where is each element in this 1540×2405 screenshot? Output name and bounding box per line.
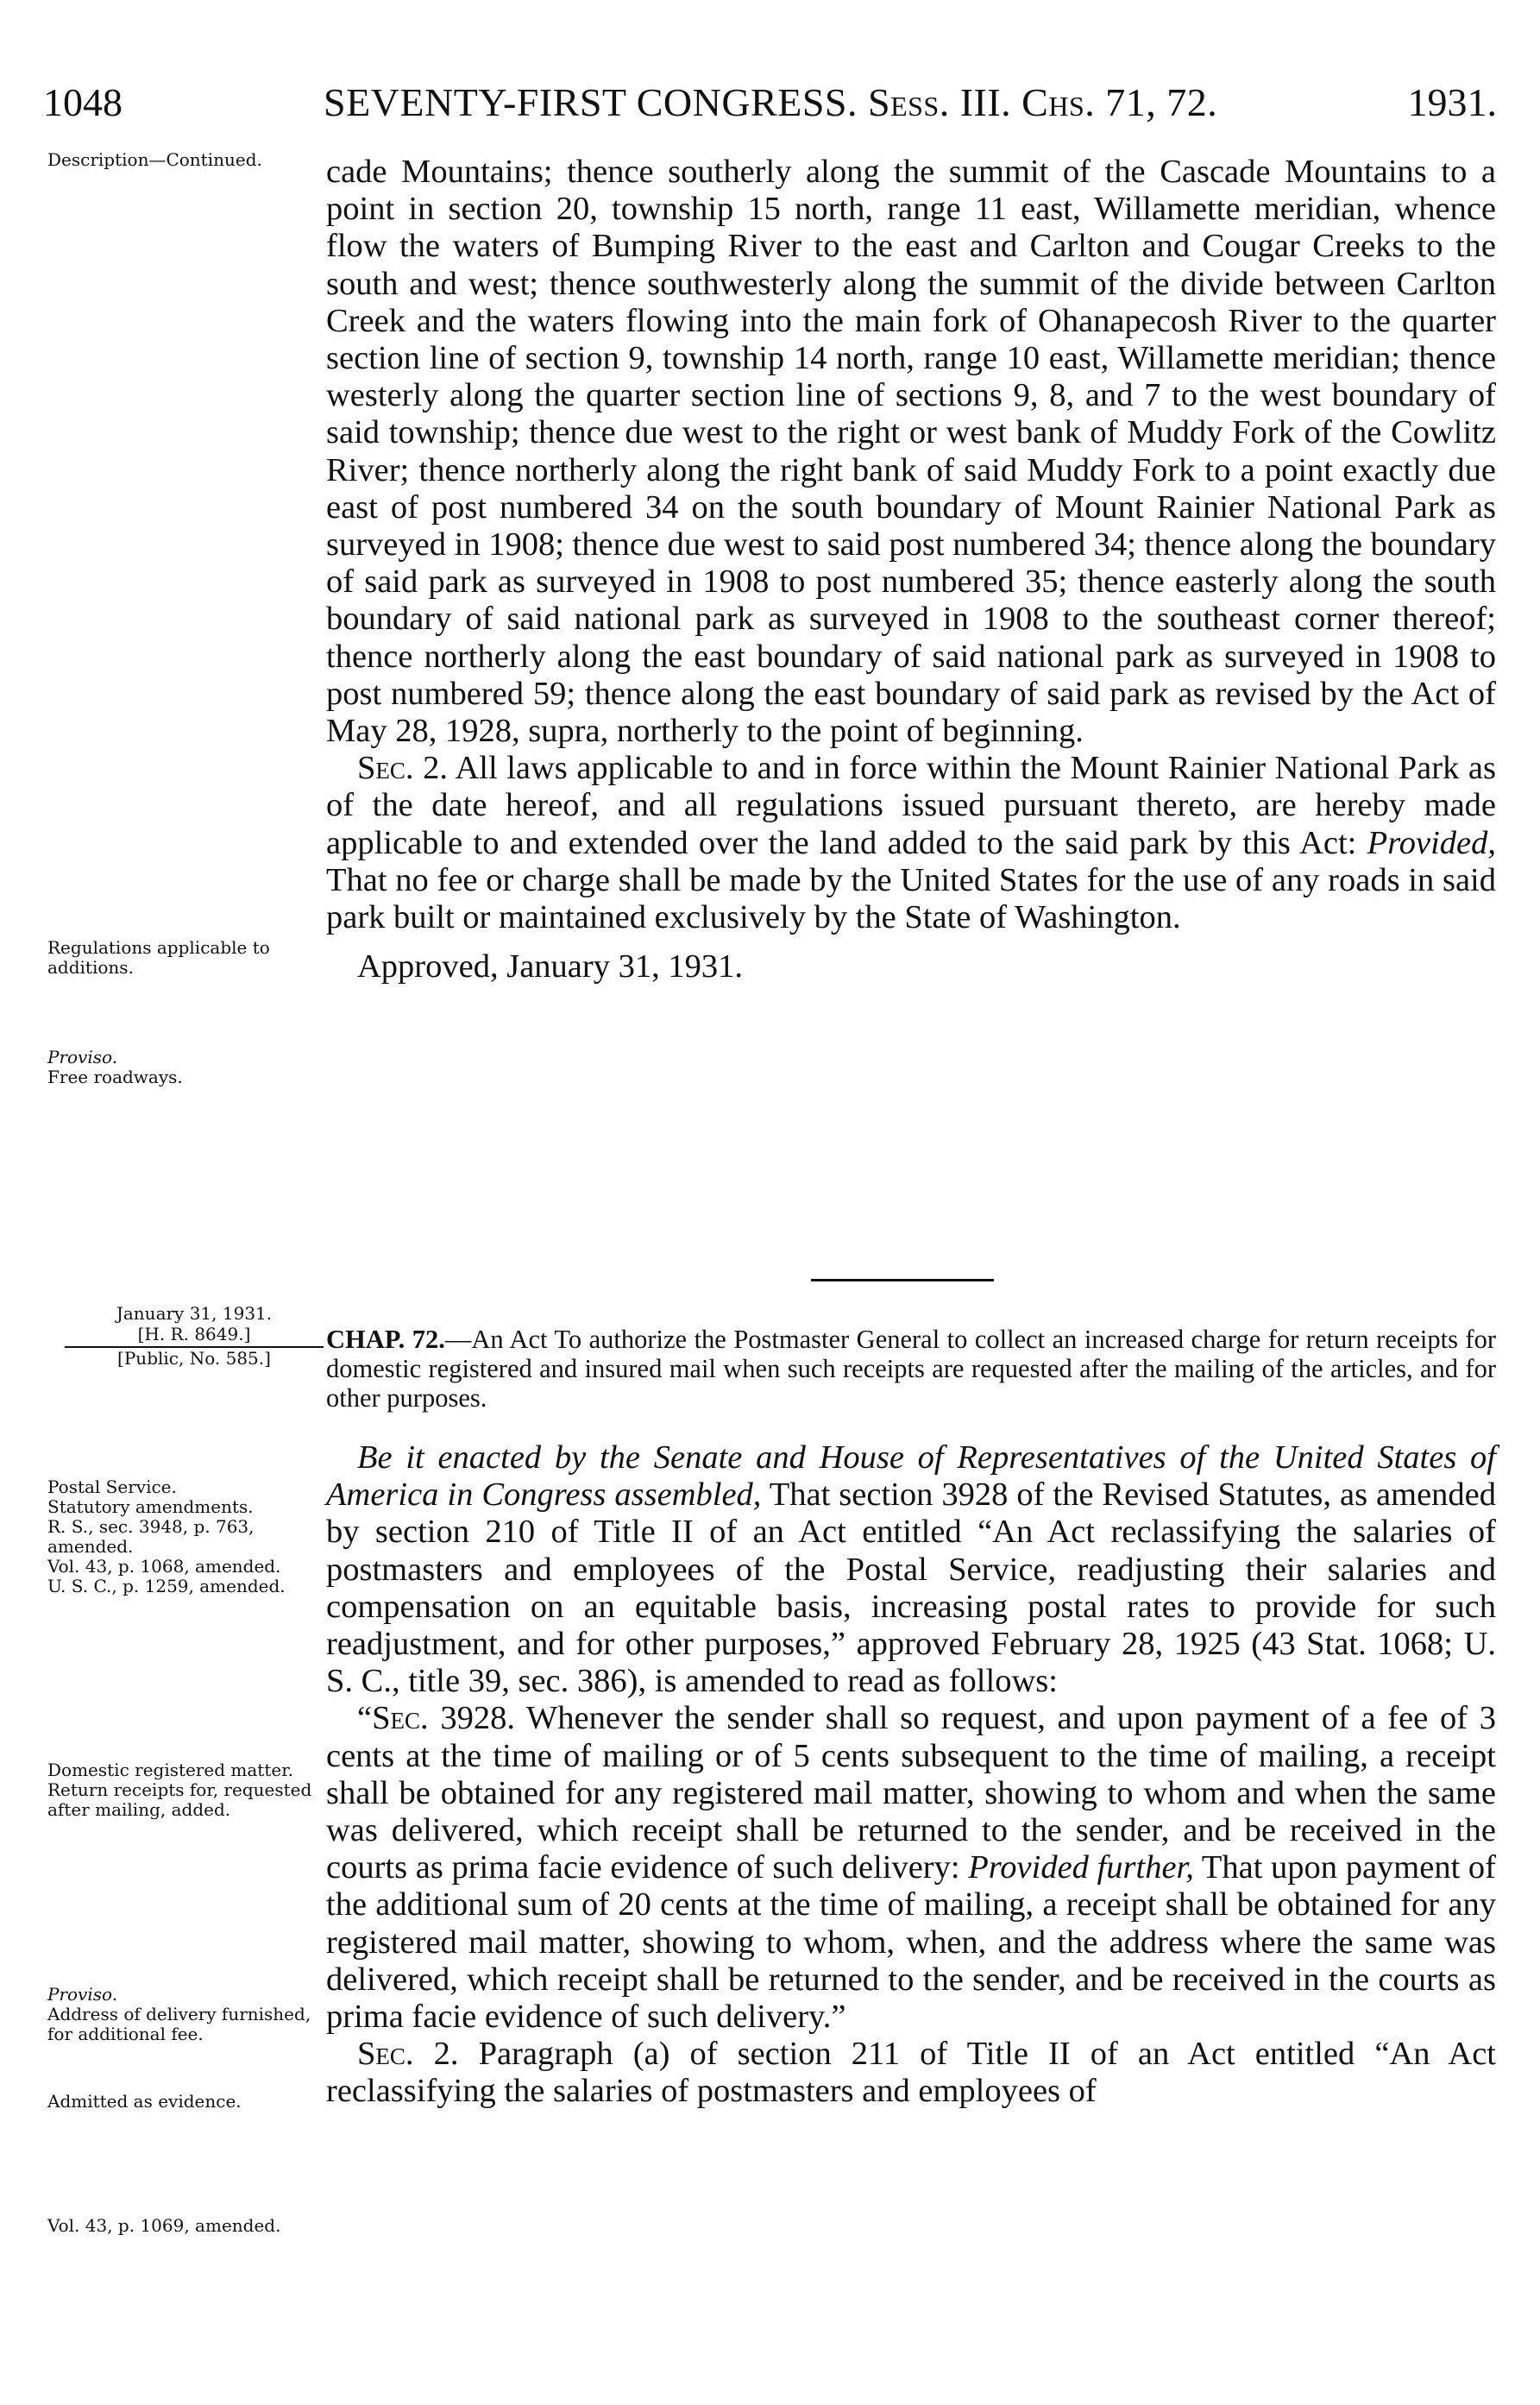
- provided-word: Provided,: [1367, 824, 1496, 861]
- sec-3928-paragraph: [326, 1700, 1496, 2036]
- approved-line: Approved, January 31, 1931.: [357, 948, 743, 985]
- chapter-72-label: CHAP. 72.: [326, 1325, 445, 1354]
- section-one-text: cade Mountains; thence southerly along the summit of the Cascade Mountains to a point in section 20, township 15 north, range 11 east, Willamette meridian, whence flow the waters of Bumping River to the east and Carlton and Cougar Creeks to the south and west; thence southwesterly along the summit of the divide between Carlton Creek and the waters flowing into the main fork of Ohanapecosh River to the quarter section line of section 9, township 14 north, range 10 east, Willamette meridian; thence westerly along the quarter section line of sections 9, 8, and 7 to the west boundary of said township; thence due west to the right or west bank of Muddy Fork of the Cowlitz River; thence northerly along the right bank of said Muddy Fork to a point exactly due east of post numbered 34 on the south boundary of Mount Rainier National Park as surveyed in 1908; thence due west to said post numbered 34; thence along the boundary of said park as surveyed in 1908 to post numbered 35; thence easterly along the south boundary of said national park as surveyed in 1908 to the southeast corner thereof; thence northerly along the east boundary of said national park as surveyed in 1908 to post numbered 59; thence along the east boundary of said park as revised by the Act of May 28, 1928, supra, northerly to the point of beginning.: [326, 154, 1496, 750]
- bill-number: [H. R. 8649.]: [137, 1324, 251, 1344]
- margin-note-regulations: Regulations applicable to additions.: [47, 937, 270, 978]
- rs-sec-label: R. S., sec. 3948, p. 763, amended.: [47, 1516, 255, 1557]
- margin-note-admitted: Admitted as evidence.: [47, 2091, 242, 2112]
- margin-note-description: Description—Continued.: [47, 149, 262, 170]
- proviso-label: Proviso.: [47, 1047, 118, 1067]
- margin-note-vol43-1069: Vol. 43, p. 1069, amended.: [47, 2215, 281, 2236]
- enacting-text: That section 3928 of the Revised Statutes, as amended by section 210 of Title II of an Act entitled “An Act reclassifying the salaries of postmasters and employees of the Postal Service, readjusting their salaries and compensation on an equitable basis, increasing postal rates to provide for such readjustment, and for other purposes,” approved February 28, 1925 (43 Stat. 1068; U. S. C., title 39, sec. 386), is amended to read as follows:: [326, 1476, 1497, 1700]
- final-sec-two-label: Sec. 2.: [357, 2036, 459, 2073]
- vol43-1068-label: Vol. 43, p. 1068, amended.: [47, 1556, 281, 1577]
- session-label: Sess. III.: [867, 80, 1012, 124]
- final-sec-two-text: Paragraph (a) of section 211 of Title II of an Act entitled “An Act reclassifying the salaries of postmasters and employees of: [326, 2036, 1496, 2110]
- address-delivery-label: Address of delivery furnished, for additional fee.: [47, 2004, 311, 2044]
- header-title: [324, 72, 1217, 133]
- postal-service-label: Postal Service.: [47, 1476, 177, 1497]
- section-two-text-a: All laws applicable to and in force within the Mount Rainier National Park as of the date hereof, and all regulations issued pursuant thereto, are hereby made applicable to and extended over the land added to the said park by this Act:: [326, 750, 1496, 861]
- return-receipts-label: Return receipts for, requested after mailing, added.: [47, 1779, 312, 1820]
- body-bottom: [326, 1439, 1496, 2111]
- chapter-72-heading: [326, 1325, 1496, 1413]
- margin-note-proviso: [47, 1048, 324, 1087]
- free-roadways-label: Free roadways.: [47, 1067, 183, 1087]
- enacting-paragraph: [326, 1439, 1496, 1700]
- sec-3928-text-b: That upon payment of the additional sum of 20 cents at the time of mailing, a receipt shall be obtained for any registered mail matter, showing to whom, when, and the address where the same was delivered, which receipt shall be returned to the sender, and be received in the courts as prima facie evidence of such delivery.”: [326, 1849, 1497, 2036]
- chapter-date-block: [65, 1303, 324, 1369]
- provided-further: Provided further,: [968, 1849, 1194, 1886]
- section-two-label: Sec. 2.: [357, 750, 448, 787]
- usc-1259-label: U. S. C., p. 1259, amended.: [47, 1576, 286, 1596]
- sec-3928-text: Whenever the sender shall so request, and upon payment of a fee of 3 cents at the time of mailing or of 5 cents subsequent to the time of mailing, a receipt shall be obtained for any registered mail matter, showing to whom and when the same was delivered, which receipt shall be returned to the sender, and be received in the courts as prima facie evidence of such delivery:: [326, 1700, 1496, 1886]
- body-top: [326, 154, 1496, 985]
- page-number: 1048: [43, 80, 123, 124]
- congress-title: SEVENTY-FIRST CONGRESS.: [324, 80, 858, 124]
- margin-note-proviso-2: [47, 1985, 324, 2044]
- chapters-label: Chs. 71, 72.: [1021, 80, 1218, 124]
- chapter-72-title: —An Act To authorize the Postmaster General to collect an increased charge for return receipts for domestic registered and insured mail when such receipts are requested after the mailing of the articles, and for other purposes.: [326, 1325, 1496, 1413]
- section-two: [326, 750, 1496, 936]
- section-two-text-b: That no fee or charge shall be made by the United States for the use of any roads in said park built or maintained exclusively by the State of Washington.: [326, 861, 1496, 936]
- margin-note-postal: [47, 1477, 324, 1596]
- running-header: [43, 72, 1497, 133]
- chapter-date: January 31, 1931.: [116, 1303, 273, 1324]
- proviso-label-2: Proviso.: [47, 1984, 118, 2005]
- section-rule: [811, 1279, 994, 1281]
- domestic-registered-label: Domestic registered matter.: [47, 1760, 293, 1780]
- enacting-clause: Be it enacted by the Senate and House of Representatives of the United States of America in Congress assembled,: [326, 1439, 1496, 1514]
- sec-3928-label: “Sec. 3928.: [357, 1700, 515, 1737]
- public-law-number: [Public, No. 585.]: [117, 1348, 271, 1369]
- final-sec-two-paragraph: [326, 2036, 1496, 2110]
- margin-note-domestic: [47, 1760, 324, 1820]
- header-year: 1931.: [1407, 80, 1497, 124]
- statutory-amendments-label: Statutory amendments.: [47, 1496, 254, 1517]
